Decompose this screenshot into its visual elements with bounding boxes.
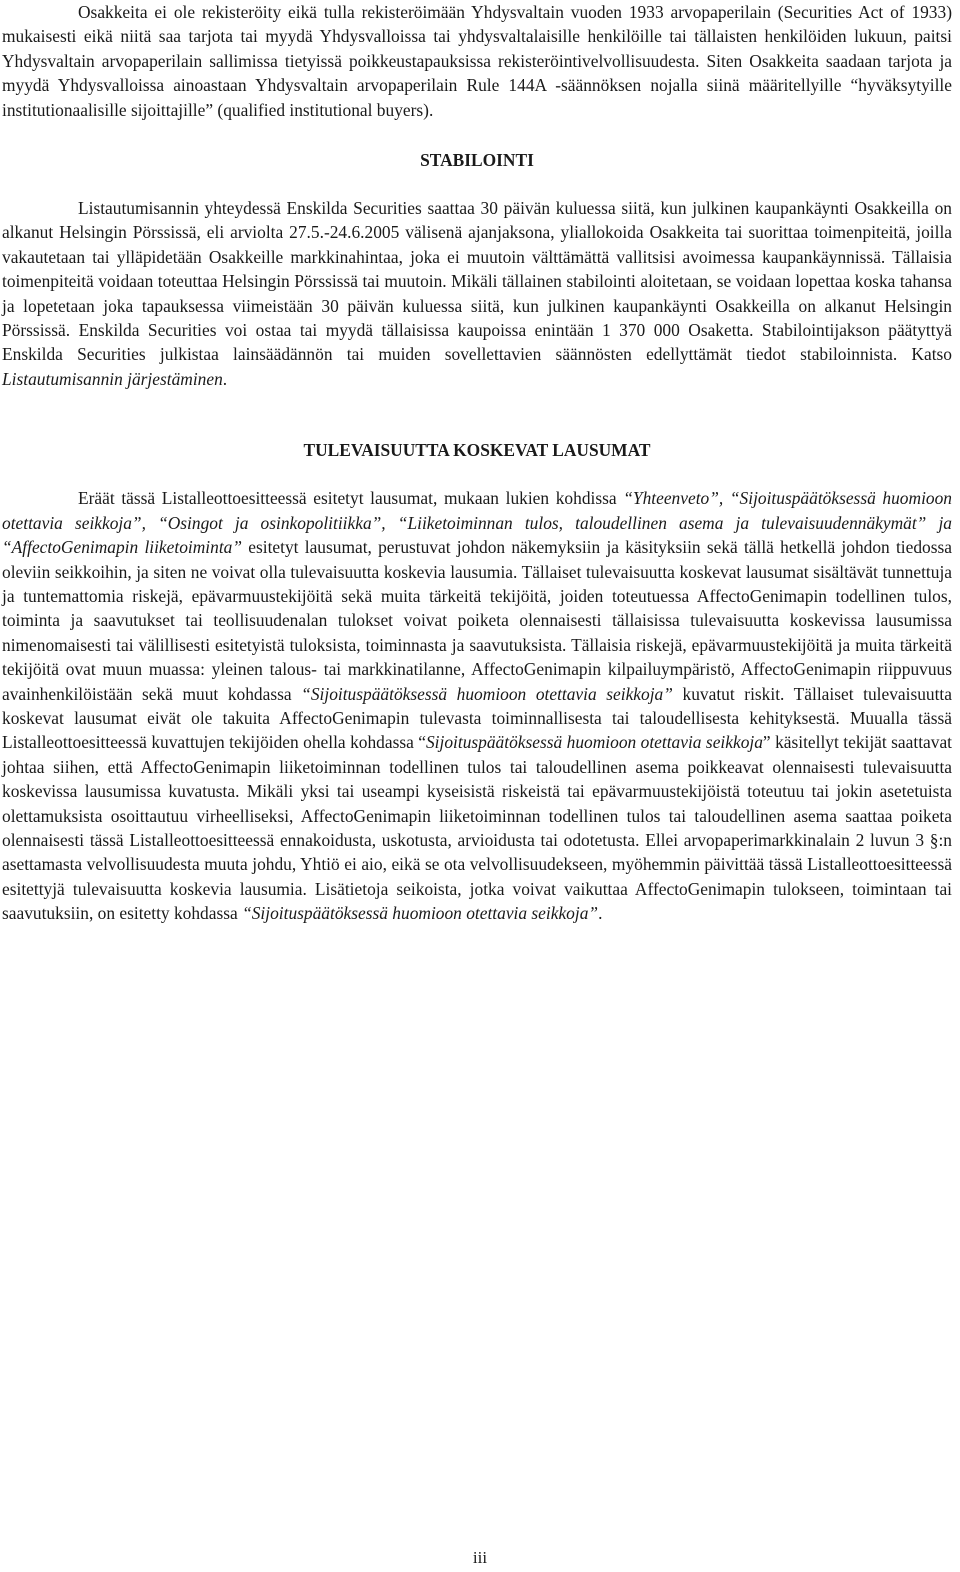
text-run: Eräät tässä Listalleottoesitteessä esitetyt lausumat, mukaan lukien kohdissa xyxy=(78,488,624,509)
italic-reference: “Sijoituspäätöksessä huomioon otettavia seikkoja” xyxy=(242,903,599,924)
text-run: ” käsitellyt tekijät saattavat johtaa siihen, että AffectoGenimapin liiketoiminnan todellinen tulos tai taloudellinen asema poikkeavat olennaisesti tulevaisuutta koskevissa lausumissa kuvatusta. Mikäli yksi tai useampi kyseisistä riskeistä tai epävarmuustekijöistä toteutuu tai jokin asetetuista olettamuksista osoittautuu virheelliseksi, AffectoGenimapin liiketoiminnan todellinen tulos tai taloudellinen asema saattaa poiketa olennaisesti tässä Listalleottoesitteessä ennakoidusta, uskotusta, arvioidusta tai odotetusta. Ellei arvopaperimarkkinalain 2 luvun 3 §:n asettamasta velvollisuudesta muuta johdu, Yhtiö ei aio, eikä se ota velvollisuudekseen, myöhemmin päivittää tässä Listalleottoesitteessä esitettyjä tulevaisuutta koskevia lausumia. Lisätietoja seikoista, jotka voivat vaikuttaa AffectoGenimapin tulokseen, toimintaan tai saavutuksiin, on esitetty kohdassa xyxy=(2,732,952,924)
text-run: Listautumisannin yhteydessä Enskilda Securities saattaa 30 päivän kuluessa siitä, kun julkinen kaupankäynti Osakkeilla on alkanut Helsingin Pörssissä, eli arviolta 27.5.-24.6.2005 välisenä ajanjaksona, yliallokoida Osakkeita tai suorittaa toimenpiteitä, joilla vakautetaan tai ylläpidetään Osakkeille markkinahintaa, joka ei muutoin välttämättä vallitsisi avoimessa kaupankäynnissä. Tällaisia toimenpiteitä voidaan toteuttaa Helsingin Pörssissä tai muutoin. Mikäli tällainen stabilointi aloitetaan, se voidaan lopettaa koska tahansa ja lopetetaan joka tapauksessa viimeistään 30 päivän kuluessa siitä, kun julkinen kaupankäynti Osakkeilla on alkanut Helsingin Pörssissä. Enskilda Securities voi ostaa tai myydä tällaisissa kaupoissa enintään 1 370 000 Osaketta. Stabilointijakson päätyttyä Enskilda Securities julkistaa lainsäädännön tai muiden sovellettavien säännösten edellyttämät tiedot stabiloinnista. Katso xyxy=(2,198,952,365)
italic-reference: Listautumisannin järjestäminen xyxy=(2,368,223,389)
forward-looking-paragraph xyxy=(2,486,952,925)
italic-reference: Sijoituspäätöksessä huomioon otettavia seikkoja xyxy=(425,732,763,753)
us-securities-paragraph xyxy=(2,0,952,122)
italic-reference: “Yhteenveto”, “Sijoituspäätöksessä huomioon otettavia seikkoja”, “Osingot ja osinkopolitiikka”, “Liiketoiminnan tulos, taloudellinen asema ja tulevaisuudennäkymät” ja “AffectoGenimapin liiketoiminta” xyxy=(2,488,952,558)
document-page xyxy=(2,0,952,926)
text-run: esitetyt lausumat, perustuvat johdon näkemyksiin ja käsityksiin sekä tällä hetkellä johdon tiedossa oleviin seikkoihin, ja siten ne voivat olla tulevaisuutta koskevia lausumia. Tällaiset tulevaisuutta koskevat lausumat sisältävät tunnettuja ja tuntemattomia riskejä, epävarmuustekijöitä sekä muita tärkeitä tekijöitä, joiden toteutuessa AffectoGenimapin todellinen tulos, toiminta ja saavutukset tai teollisuudenalan tulokset voivat poiketa olennaisesti tällaisissa tulevaisuutta koskevissa lausumissa nimenomaisesti tai välillisesti esitetyistä tuloksista, toiminnasta ja saavutuksista. Tällaisia riskejä, epävarmuustekijöitä ja muita tärkeitä tekijöitä ovat muun muassa: yleinen talous- tai markkinatilanne, AffectoGenimapin kilpailuympäristö, AffectoGenimapin riippuvuus avainhenkilöistään sekä muut kohdassa xyxy=(2,537,952,704)
page-number: iii xyxy=(472,1548,488,1567)
text-run: Osakkeita ei ole rekisteröity eikä tulla rekisteröimään Yhdysvaltain vuoden 1933 arvopaperilain (Securities Act of 1933) mukaisesti eikä niitä saa tarjota tai myydä Yhdysvalloissa tai yhdysvaltalaisille henkilöille tai tällaisten henkilöiden lukuun, paitsi Yhdysvaltain arvopaperilain sallimissa tietyissä poikkeustapauksissa rekisteröintivelvollisuudesta. Siten Osakkeita saadaan tarjota ja myydä Yhdysvalloissa ainoastaan Yhdysvaltain arvopaperilain Rule 144A -säännöksen nojalla siinä määritellyille “hyväksytyille institutionaalisille sijoittajille” (qualified institutional buyers). xyxy=(2,2,952,120)
text-run: . xyxy=(598,903,603,924)
stabilization-paragraph xyxy=(2,196,952,391)
section-heading-stabilointi: STABILOINTI xyxy=(420,150,534,171)
italic-reference: “Sijoituspäätöksessä huomioon otettavia seikkoja” xyxy=(301,683,673,704)
text-run: kuvatut riskit. Tällaiset tulevaisuutta koskevat lausumat eivät ole takuita AffectoGenimapin tulevasta toiminnallisesta tai taloudellisesta kehityksestä. Muualla tässä Listalleottoesitteessä kuvattujen tekijöiden ohella kohdassa “ xyxy=(2,683,952,753)
text-run: . xyxy=(222,368,228,389)
section-heading-forward-looking-statements: TULEVAISUUTTA KOSKEVAT LAUSUMAT xyxy=(303,440,651,461)
